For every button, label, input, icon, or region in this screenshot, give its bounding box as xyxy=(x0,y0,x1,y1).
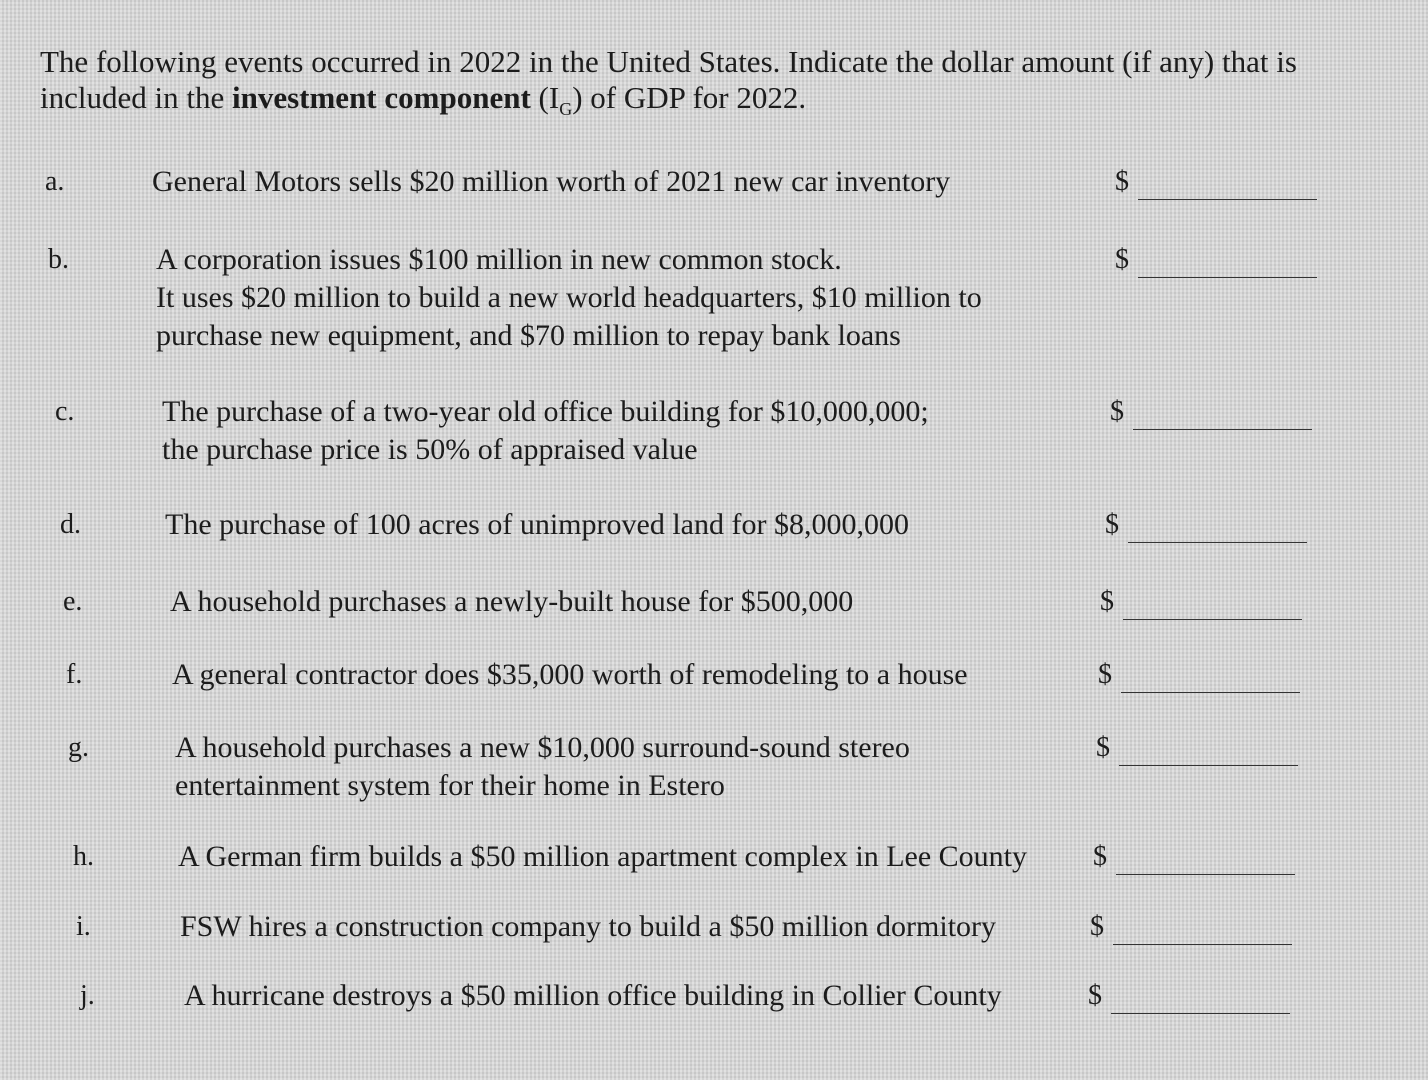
item-letter: g. xyxy=(68,732,89,763)
answer-input[interactable] xyxy=(1133,399,1312,430)
item-letter: b. xyxy=(48,244,69,275)
dollar-sign: $ xyxy=(1105,509,1119,540)
item-description xyxy=(152,163,950,201)
item-description xyxy=(175,729,910,805)
description-line: A hurricane destroys a $50 million office building in Collier County xyxy=(184,979,1002,1012)
item-letter: f. xyxy=(66,659,83,690)
item-description xyxy=(180,908,996,946)
prompt-text: (I xyxy=(530,80,560,115)
dollar-sign: $ xyxy=(1100,586,1114,617)
item-letter: d. xyxy=(60,509,81,540)
description-line: A household purchases a newly-built house for $500,000 xyxy=(170,585,854,618)
item-description xyxy=(162,393,929,469)
dollar-sign: $ xyxy=(1093,841,1107,872)
description-line: FSW hires a construction company to build a $50 million dormitory xyxy=(180,910,997,943)
description-line: A household purchases a new $10,000 surround-sound stereo xyxy=(175,731,910,764)
answer-input[interactable] xyxy=(1111,983,1290,1014)
description-line: the purchase price is 50% of appraised value xyxy=(162,433,698,466)
dollar-sign: $ xyxy=(1090,911,1104,942)
description-line: A German firm builds a $50 million apartment complex in Lee County xyxy=(178,840,1027,873)
prompt-text: ) of GDP for 2022. xyxy=(572,80,807,115)
item-letter: i. xyxy=(76,911,91,942)
description-line: A corporation issues $100 million in new common stock. xyxy=(156,243,842,276)
prompt-bold-text: investment component xyxy=(231,80,531,115)
item-letter: c. xyxy=(55,396,75,427)
item-description xyxy=(172,656,968,694)
answer-input[interactable] xyxy=(1138,169,1317,200)
answer-input[interactable] xyxy=(1119,735,1298,766)
question-prompt xyxy=(40,44,1400,127)
item-description xyxy=(178,838,1027,876)
dollar-sign: $ xyxy=(1096,732,1110,763)
answer-input[interactable] xyxy=(1128,512,1307,543)
answer-input[interactable] xyxy=(1121,662,1300,693)
item-description xyxy=(165,506,909,544)
dollar-sign: $ xyxy=(1115,244,1129,275)
answer-input[interactable] xyxy=(1123,589,1302,620)
description-line: entertainment system for their home in Estero xyxy=(175,769,725,802)
description-line: General Motors sells $20 million worth of 2021 new car inventory xyxy=(152,165,951,198)
answer-input[interactable] xyxy=(1116,844,1295,875)
item-description xyxy=(156,241,982,355)
item-letter: j. xyxy=(80,980,95,1011)
dollar-sign: $ xyxy=(1115,166,1129,197)
prompt-text: The following events occurred in 2022 in the United States. Indicate the dollar amount (if any) that is included in the xyxy=(40,44,1297,115)
item-description xyxy=(184,977,1002,1015)
item-letter: h. xyxy=(73,841,94,872)
description-line: purchase new equipment, and $70 million to repay bank loans xyxy=(156,319,901,352)
answer-input[interactable] xyxy=(1138,247,1317,278)
description-line: The purchase of 100 acres of unimproved land for $8,000,000 xyxy=(165,508,909,541)
description-line: It uses $20 million to build a new world headquarters, $10 million to xyxy=(156,281,982,314)
prompt-subscript: G xyxy=(559,99,573,120)
answer-input[interactable] xyxy=(1113,914,1292,945)
dollar-sign: $ xyxy=(1110,396,1124,427)
description-line: The purchase of a two-year old office building for $10,000,000; xyxy=(162,395,929,428)
dollar-sign: $ xyxy=(1098,659,1112,690)
dollar-sign: $ xyxy=(1088,980,1102,1011)
item-letter: a. xyxy=(45,166,65,197)
description-line: A general contractor does $35,000 worth of remodeling to a house xyxy=(172,658,968,691)
item-letter: e. xyxy=(63,586,83,617)
item-description xyxy=(170,583,853,621)
